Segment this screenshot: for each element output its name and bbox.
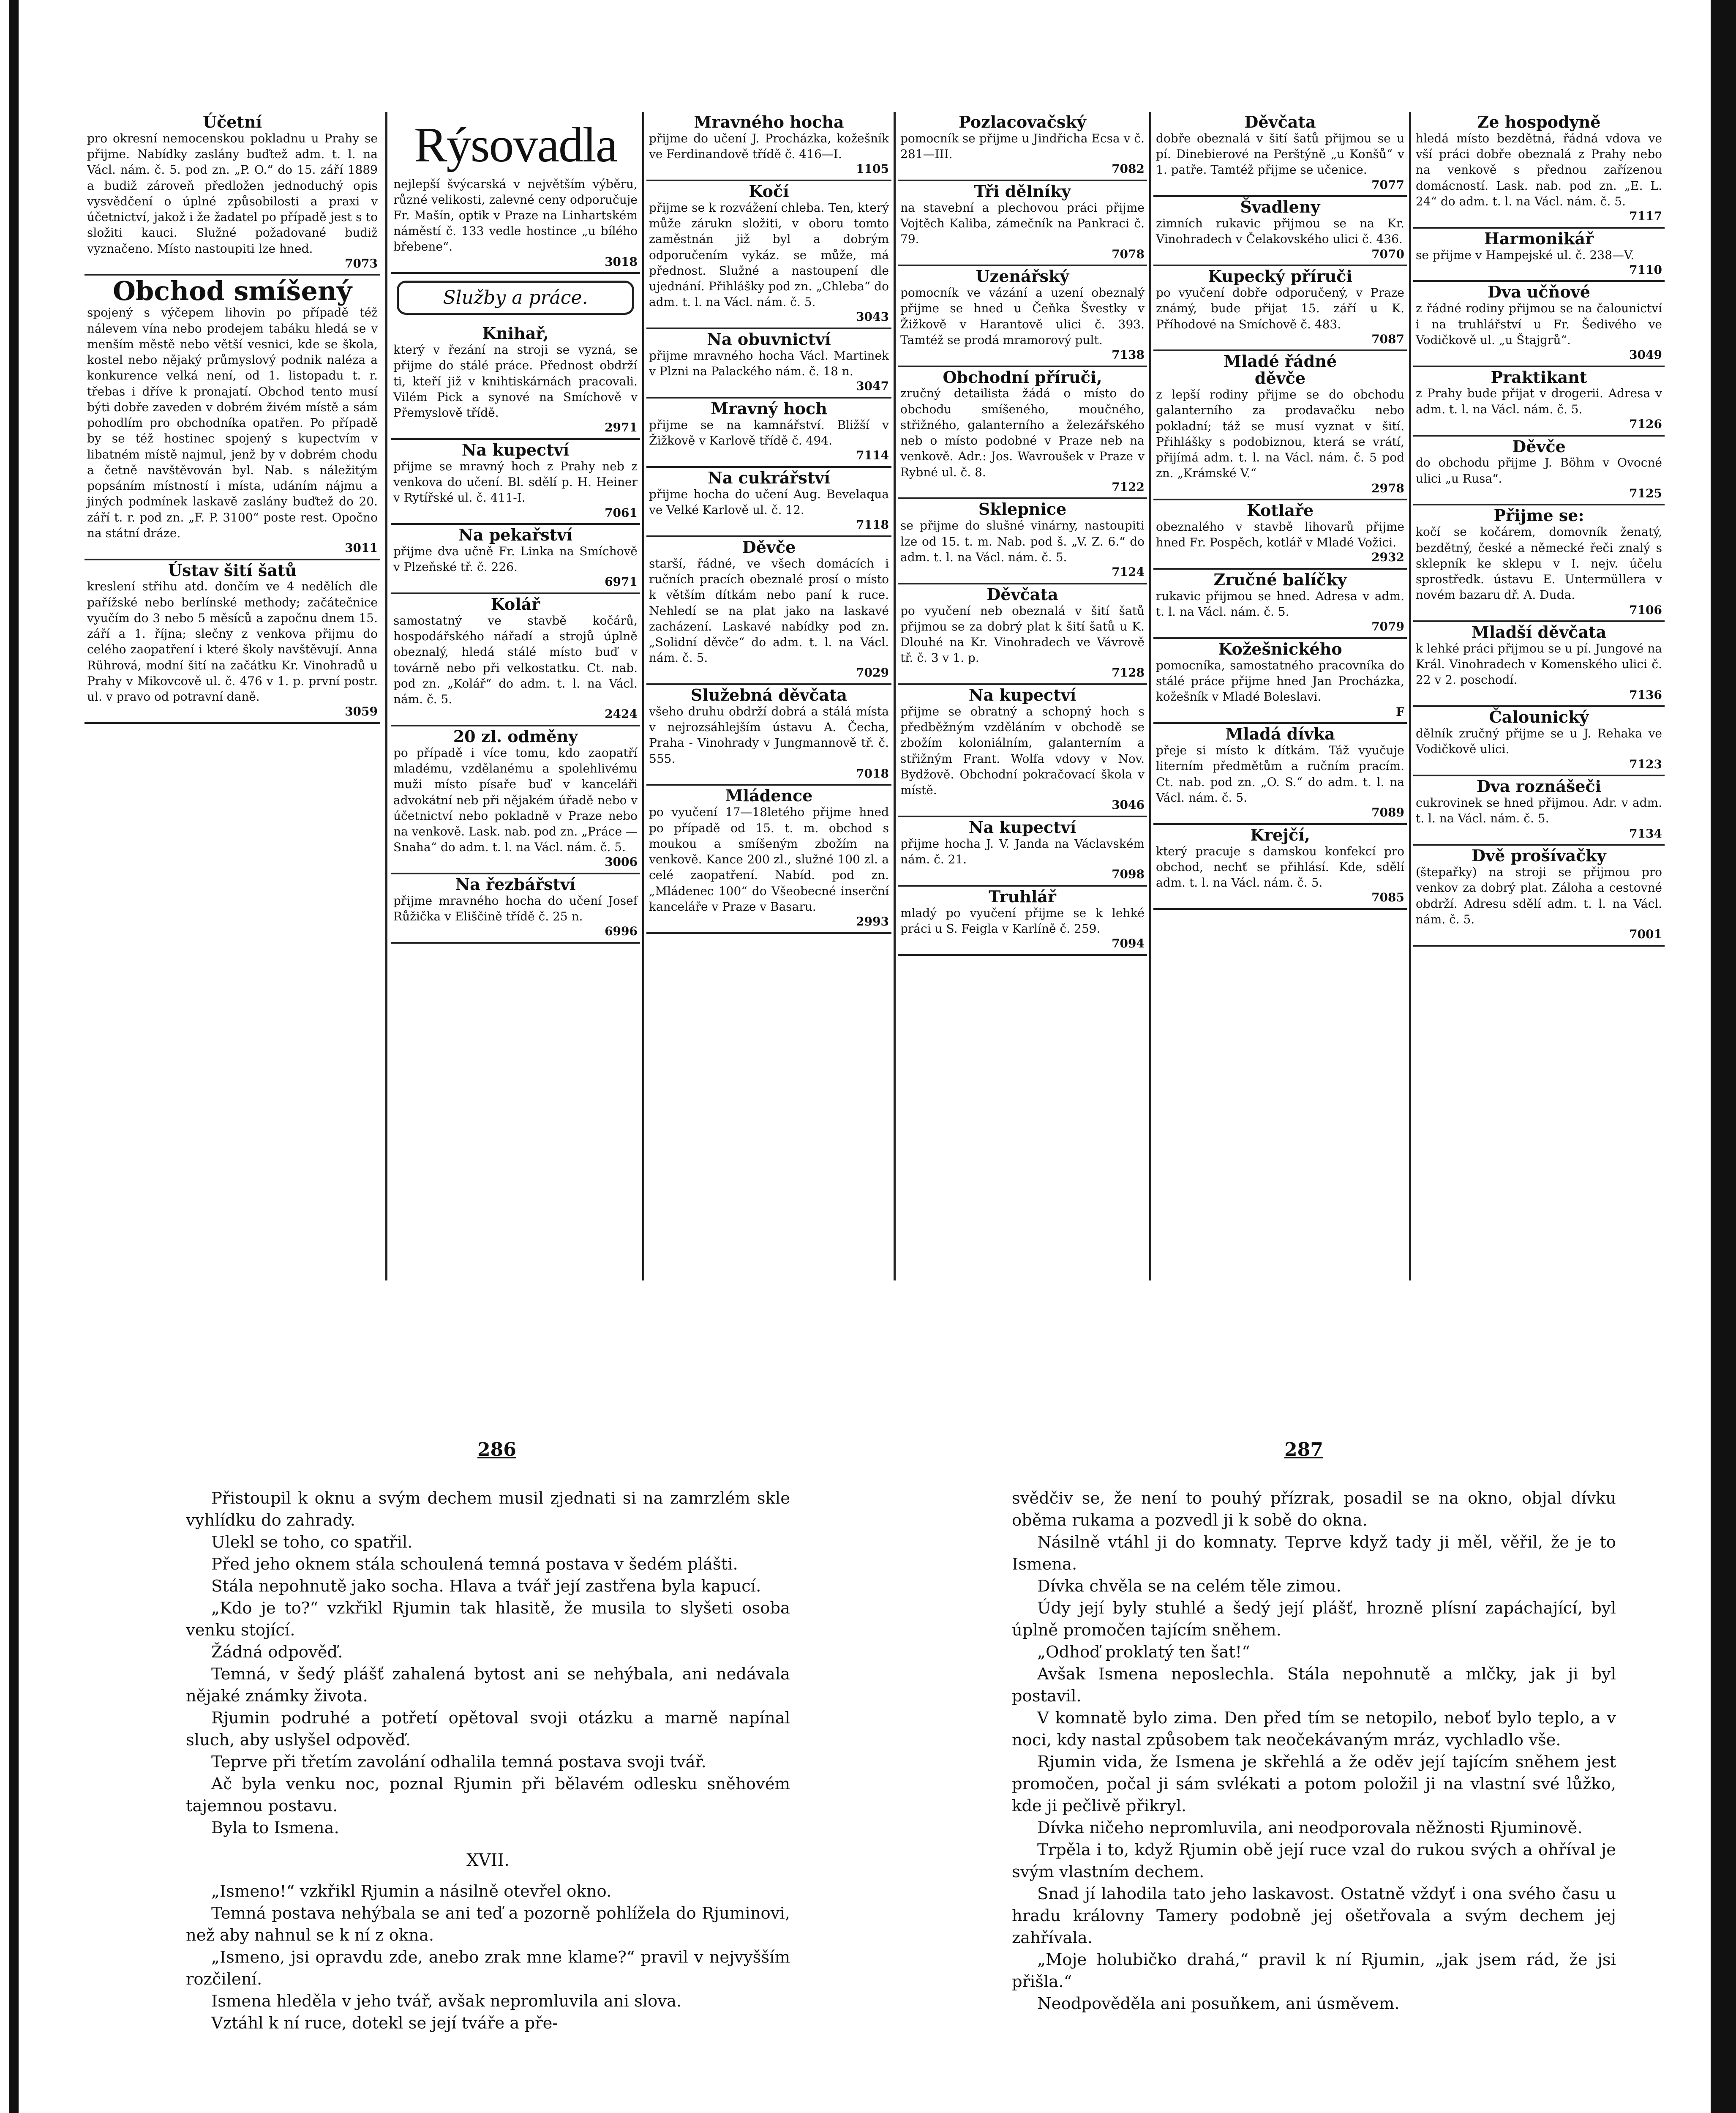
ads-column-6	[1413, 112, 1665, 1280]
ad-number: 3011	[345, 541, 378, 555]
ad-title: Mravný hoch	[711, 399, 827, 418]
ad-entry	[1413, 229, 1665, 282]
ad-title: Na cukrářství	[708, 468, 830, 487]
ad-text: z lepší rodiny přijme se do obchodu galanterního za prodavačku nebo pokladní; táž se musí vyznat v šití. Přihlášky s podobiznou, která se vrátí, přijímá adm. t. l. na Václ. nám. č. 5 pod zn. „Krámské V.“	[1156, 388, 1404, 480]
ad-entry	[1413, 282, 1665, 367]
ad-entry	[646, 181, 891, 329]
scan-border-left	[9, 0, 19, 2113]
ad-entry	[1153, 724, 1407, 824]
story-paragraph: Avšak Ismena neposlechla. Stála nepohnutě a mlčky, jak ji byl postavil.	[1012, 1665, 1616, 1706]
ad-number: 7125	[1629, 486, 1662, 500]
story-paragraph: Ismena hleděla v jeho tvář, avšak nepromluvila ani slova.	[211, 1992, 682, 2011]
ad-text: který pracuje s damskou konfekcí pro obchod, nechť se přihlásí. Kde, sdělí adm. t. l. na Václ. nám. č. 5.	[1156, 844, 1404, 890]
ad-number: 7128	[1112, 666, 1145, 680]
ad-title: Dva učňové	[1488, 282, 1590, 302]
ad-entry	[391, 112, 640, 274]
column-divider	[894, 112, 896, 1280]
ad-number: 7085	[1371, 890, 1404, 905]
ad-title: Na kupectví	[461, 440, 570, 459]
ad-number: 3046	[1112, 798, 1145, 812]
ad-title: Mravného hocha	[694, 112, 844, 131]
column-divider	[642, 112, 644, 1280]
ad-text: přijme dva učně Fr. Linka na Smíchově v Plzeňské tř. č. 226.	[393, 544, 638, 574]
scan-border-right	[1711, 0, 1736, 2113]
ad-text: pro okresní nemocenskou pokladnu u Prahy se přijme. Nabídky zaslány buďtež adm. t. l. na Václ. nám. č. 5. pod zn. „P. O.“ do 15. září 1889 a budiž zároveň předložen jednoduchý opis vysvědčení o úplné způsobilosti a praxi v účetnictví, jakož i že žadatel po případě jest s to složiti kauci. Služné požadované budiž vyznačeno. Místo nastoupiti lze hned.	[87, 131, 378, 256]
ad-entry	[84, 112, 380, 276]
ad-number: 7078	[1112, 247, 1145, 261]
ad-number: 7073	[345, 256, 378, 270]
ad-title: Kotlaře	[1246, 501, 1314, 520]
story-paragraph: Ulekl se toho, co spatřil.	[211, 1533, 413, 1552]
ad-text: na stavební a plechovou práci přijme Vojtěch Kaliba, zámečník na Pankraci č. 79.	[900, 200, 1145, 246]
story-paragraph: Neodpověděla ani posuňkem, ani úsměvem.	[1037, 1994, 1400, 2013]
ad-title: Mladší děvčata	[1471, 622, 1607, 642]
ad-number: 3018	[605, 254, 638, 269]
ad-entry	[391, 525, 640, 594]
classified-ads	[84, 112, 1665, 1280]
ad-entry	[898, 887, 1147, 956]
ad-text: rukavic přijmou se hned. Adresa v adm. t. l. na Václ. nám. č. 5.	[1156, 589, 1404, 619]
ad-entry	[646, 685, 891, 786]
story-paragraph: Dívka ničeho nepromluvila, ani neodporovala něžnosti Rjuminově.	[1037, 1818, 1583, 1837]
ad-title: Obchod smíšený	[113, 276, 352, 307]
ad-number: 2978	[1371, 481, 1404, 495]
ad-text: přijme hocha do učení Aug. Bevelaqua ve Velké Karlově ul. č. 12.	[649, 487, 889, 517]
ad-title: Rýsovadla	[414, 117, 617, 172]
ad-number: 2932	[1371, 550, 1404, 565]
ad-title: Uzenářský	[976, 267, 1069, 286]
story-paragraph: Dívka chvěla se na celém těle zimou.	[1037, 1577, 1341, 1596]
ad-text: který v řezání na stroji se vyzná, se přijme do stálé práce. Přednost obdrží ti, kteří již v knihtiskárnách pracovali. Vilém Pick a synové na Smíchově v Přemyslově třídě.	[393, 343, 638, 420]
ad-entry	[1153, 500, 1407, 570]
ad-number: F	[1396, 704, 1404, 719]
ad-entry	[1153, 197, 1407, 266]
ad-entry	[391, 440, 640, 525]
story-paragraph: Násilně vtáhl ji do komnaty. Teprve když tady ji měl, věřil, že je to Ismena.	[1012, 1533, 1616, 1574]
ad-number: 7070	[1371, 247, 1404, 261]
ad-entry	[391, 874, 640, 944]
ad-text: pomocníka, samostatného pracovníka do stálé práce přijme hned Jan Procházka, kožešník v Mladé Boleslavi.	[1156, 658, 1404, 704]
ad-text: po vyučení 17—18letého přijme hned po případě od 15. t. m. obchod s moukou a smíšeným zbožím na venkově. Kance 200 zl., služné 100 zl. a celé zaopatření. Nabíd. pod zn. „Mládenec 100“ do Všeobecné inserční kanceláře v Praze v Basaru.	[649, 805, 889, 914]
ad-text: všeho druhu obdrží dobrá a stálá místa v nejrozsáhlejším ústavu A. Čecha, Praha - Vinohrady v Jungmannově tř. č. 555.	[649, 704, 889, 766]
ad-text: pomocník se přijme u Jindřicha Ecsa v č. 281—III.	[900, 131, 1145, 161]
ad-entry	[391, 594, 640, 726]
ad-title: Kočí	[749, 181, 789, 201]
ad-entry	[898, 181, 1147, 266]
ad-text: přijme se obratný a schopný hoch s předběžným vzděláním v obchodě se zbožím koloniálním, galanterním a střižným Frant. Wolfa vdovy v Nov. Bydžově. Obchodní pokračovací škola v místě.	[900, 704, 1145, 797]
ad-entry	[898, 112, 1147, 181]
ad-number: 3043	[856, 310, 889, 324]
ad-text: přijme se na kamnářství. Bližší v Žižkově v Karlově třídě č. 494.	[649, 418, 889, 448]
story-paragraph: Byla to Ismena.	[211, 1818, 339, 1837]
story-right-column	[1012, 1488, 1616, 2015]
story-paragraph: Teprve při třetím zavolání odhalila temná postava svoji tvář.	[211, 1753, 707, 1772]
ad-entry	[898, 817, 1147, 887]
ad-text: nejlepší švýcarská v největším výběru, různé velikosti, zalevné ceny odporučuje Fr. Mašín, optik v Praze na Linhartském náměstí č. 133 vedle hostince „u bílého břebene“.	[393, 177, 638, 254]
ad-text: po vyučení dobře odporučený, v Praze známý, bude přijat 15. září u K. Příhodové na Smíchově č. 483.	[1156, 286, 1404, 331]
ad-title: Kolář	[491, 595, 540, 614]
story-left-column	[186, 1488, 790, 2034]
page-number-right: 287	[1284, 1439, 1323, 1461]
ad-entry	[1153, 825, 1407, 910]
ad-text: přijme mravného hocha do učení Josef Růžička v Eliščině třídě č. 25 n.	[393, 893, 638, 924]
ad-entry	[1153, 112, 1407, 197]
story-paragraph: „Kdo je to?“ vzkřikl Rjumin tak hlasitě, že musila to slyšeti osoba venku stojící.	[186, 1599, 790, 1640]
ads-column-5	[1153, 112, 1407, 1280]
ad-text: spojený s výčepem lihovin po případě též nálevem vína nebo prodejem tabáku hledá se v menším městě nebo větší vesnici, kde se škola, kostel nebo nějaký průmyslový podnik naléza a konkurence velká není, od 1. listopadu t. r. třebas i dříve k pronajatí. Obchod tento musí býti dobře zaveden v dobrém živém místě a sám pohodlím pro obchodníka opatřen. Po případě by se též hostinec spojený s kupectvím v libatném místě najmul, jenž by v dobrém chodu a četně navštěvován byl. Nab. s náležitým popsáním místností i místa, udáním nájmu a jiných podmínek laskavě zaslány buďtež do 20. září t. r. pod zn. „F. P. 3100“ poste rest. Opočno na státní dráze.	[87, 306, 378, 540]
story-paragraph: Stála nepohnutě jako socha. Hlava a tvář její zastřena byla kapucí.	[211, 1577, 761, 1596]
ad-text: dobře obeznalá v šití šatů přijmou se u pí. Dinebierové na Perštýně „u Konšů“ v 1. patře. Tamtéž přijme se učenice.	[1156, 131, 1404, 177]
ad-title: Sklepnice	[978, 500, 1067, 519]
ad-entry	[898, 367, 1147, 500]
ads-column-1	[84, 112, 380, 1280]
chapter-heading: XVII.	[466, 1851, 510, 1870]
ad-title: Přijme se:	[1493, 506, 1584, 525]
ad-title: Na kupectví	[968, 817, 1076, 837]
ad-entry	[646, 112, 891, 181]
ad-entry	[391, 726, 640, 874]
ad-number: 3049	[1629, 347, 1662, 362]
ad-text: se přijme do slušné vinárny, nastoupiti lze od 15. t. m. Nab. pod š. „V. Z. 6.“ do adm. t. l. na Václ. nám. č. 5.	[900, 519, 1145, 564]
ad-text: k lehké práci přijmou se u pí. Jungové na Král. Vinohradech v Komenského ulici č. 22 v 2. poschodí.	[1416, 642, 1662, 687]
ad-number: 7079	[1371, 620, 1404, 634]
ad-number: 7126	[1629, 417, 1662, 431]
ad-title: Děvče	[742, 537, 796, 557]
ads-column-3	[646, 112, 891, 1280]
ad-text: přijme hocha J. V. Janda na Václavském nám. č. 21.	[900, 836, 1145, 867]
ad-text: hledá místo bezdětná, řádná vdova ve vší práci dobře obeznalá z Prahy nebo na venkově s přednou zařízenou domácností. Lask. nab. pod zn. „E. L. 24“ do adm. t. l. na Václ. nám. č. 5.	[1416, 131, 1662, 208]
ad-number: 7136	[1629, 688, 1662, 702]
ad-title: Na obuvnictví	[707, 330, 831, 349]
ad-number: 7118	[856, 518, 889, 532]
ad-text: po vyučení neb obeznalá v šití šatů přijmou se za dobrý plat k šití šatů u K. Dlouhé na Kr. Vinohradech ve Vávrově tř. č. 3 v 1. p.	[900, 603, 1145, 665]
ad-title: Krejčí,	[1250, 825, 1310, 844]
ad-entry	[1413, 505, 1665, 622]
ad-number: 6971	[605, 575, 638, 589]
ad-text: kreslení střihu atd. dončím ve 4 nedělích dle pařížské nebo berlínské methody; začátečnice vyučím do 3 nebo 5 měsíců a započnu dnem 15. září a 1. října; slečny z venkova přijmu do celého zaopatření i které školy navštěvují. Anna Rührová, modní šití na začátku Kr. Vinohradů u Prahy v Mikovcově ul. č. 476 v 1. p. první postr. ul. v pravo od potravní daně.	[87, 579, 378, 704]
ad-number: 7123	[1629, 757, 1662, 771]
section-heading: Služby a práce.	[397, 281, 634, 315]
ad-number: 7018	[856, 766, 889, 781]
story-paragraph: Rjumin vida, že Ismena je skřehlá a že oděv její tajícím sněhem jest promočen, počal ji sám svlékati a potom položil ji na vlastní své lůžko, kde ji pečlivě přikryl.	[1012, 1753, 1616, 1815]
ad-title: Harmonikář	[1484, 229, 1594, 248]
ad-title: Ústav šití šatů	[168, 560, 297, 580]
ad-number: 2971	[605, 420, 638, 435]
ad-title: Služebná děvčata	[690, 685, 848, 705]
page-number-left: 286	[477, 1439, 516, 1461]
ad-title: Na řezbářství	[455, 875, 576, 894]
ad-text: (štepařky) na stroji se přijmou pro venkov za dobrý plat. Záloha a cestovné obdrží. Adresu sdělí adm. t. l. na Václ. nám. č. 5.	[1416, 865, 1662, 926]
ad-title: Zručné balíčky	[1213, 570, 1347, 590]
ad-entry	[898, 685, 1147, 817]
ad-number: 7094	[1112, 936, 1145, 951]
ad-entry	[646, 329, 891, 399]
ad-title: Obchodní příruči,	[943, 367, 1102, 387]
ad-number: 7001	[1629, 927, 1662, 942]
ad-title: Na kupectví	[968, 685, 1076, 705]
ad-entry	[1153, 639, 1407, 724]
ad-text: obeznalého v stavbě lihovarů přijme hned Fr. Pospěch, kotlář v Mladé Vožici.	[1156, 520, 1404, 550]
ad-entry	[1413, 367, 1665, 437]
ad-text: samostatný ve stavbě kočárů, hospodářského nářadí a strojů úplně obeznalý, hledá stálé místo buď v továrně nebo při velkostatku. Ct. nab. pod zn. „Kolář“ do adm. t. l. na Václ. nám. č. 5.	[393, 613, 638, 707]
ad-number: 6996	[605, 924, 638, 939]
ad-title: Děvče	[1512, 437, 1566, 456]
column-divider	[1409, 112, 1411, 1280]
ad-title: Pozlacovačský	[959, 112, 1086, 131]
ad-title: Ze hospodyně	[1477, 112, 1601, 131]
ad-title: 20 zl. odměny	[453, 726, 578, 746]
ad-text: z řádné rodiny přijmou se na čalounictví i na truhlářství u Fr. Šedivého ve Vodičkově ul. „u Štajgrů“.	[1416, 301, 1662, 347]
ad-entry	[1153, 351, 1407, 500]
ad-number: 7110	[1629, 262, 1662, 277]
story-paragraph: svědčiv se, že není to pouhý přízrak, posadil se na okno, objal dívku oběma rukama a pozvedl ji k sobě do okna.	[1012, 1489, 1616, 1530]
ad-entry	[391, 274, 640, 323]
ad-title: Dvě prošívačky	[1472, 846, 1606, 865]
story-paragraph: Trpěla i to, když Rjumin obě její ruce vzal do rukou svých a ohříval je svým vlastním dechem.	[1012, 1840, 1616, 1881]
ad-title: Děvčata	[1244, 112, 1316, 131]
ad-number: 3059	[345, 704, 378, 719]
ad-entry	[391, 323, 640, 440]
ad-title: Mládence	[725, 786, 813, 805]
ad-text: přijme mravného hocha Václ. Martinek v Plzni na Palackého nám. č. 18 n.	[649, 348, 889, 379]
ad-title: Praktikant	[1491, 367, 1587, 387]
ad-title: Dva roznášeči	[1476, 777, 1602, 796]
story-paragraph: Před jeho oknem stála schoulená temná postava v šedém plášti.	[211, 1555, 738, 1574]
ad-title: Na pekařství	[458, 525, 572, 545]
ad-number: 3047	[856, 379, 889, 393]
ads-column-2	[391, 112, 640, 1280]
ad-title: Švadleny	[1240, 197, 1320, 217]
ad-title: Knihař,	[482, 324, 549, 343]
ad-title: Účetní	[202, 112, 262, 131]
story-paragraph: V komnatě bylo zima. Den před tím se netopilo, neboť bylo teplo, a v noci, kdy nastal způsobem tak neočekávaným mráz, vychladlo vše.	[1012, 1709, 1616, 1750]
ad-entry	[84, 560, 380, 724]
ad-number: 7138	[1112, 347, 1145, 362]
story-paragraph: Ač byla venku noc, poznal Rjumin při bělavém odlesku sněhovém tajemnou postavu.	[186, 1774, 790, 1815]
ad-title: Kupecký příruči	[1208, 267, 1352, 286]
story-paragraph: Přistoupil k oknu a svým dechem musil zjednati si na zamrzlém skle vyhlídku do zahrady.	[186, 1489, 790, 1530]
ad-entry	[898, 499, 1147, 584]
ad-text: přijme se k rozvážení chleba. Ten, který může zárukn složiti, v oboru tomto zaměstnán již byl a dobrým odporučením vykáz. se může, má přednost. Služné a nastoupení dle ujednání. Přihlášky pod zn. „Chleba“ do adm. t. l. na Václ. nám. č. 5.	[649, 200, 889, 309]
ad-text: přijme se mravný hoch z Prahy neb z venkova do učení. Bl. sdělí p. H. Heiner v Rytířské ul. č. 411-I.	[393, 459, 638, 505]
ad-title: Čalounický	[1489, 707, 1589, 727]
ad-entry	[1413, 622, 1665, 707]
ad-text: do obchodu přijme J. Böhm v Ovocné ulici „u Rusa“.	[1416, 456, 1662, 486]
ad-number: 7082	[1112, 162, 1145, 176]
ad-number: 2424	[605, 707, 638, 721]
ad-entry	[646, 537, 891, 685]
ad-number: 7134	[1629, 826, 1662, 841]
ad-number: 7117	[1629, 209, 1662, 224]
ad-title: Mladé řádné	[1223, 352, 1337, 371]
story-paragraph: Snad jí lahodila tato jeho laskavost. Ostatně vždyť i ona svého času u hradu královny Tamery podobně jej ošetřovala a svým dechem jej zahřívala.	[1012, 1884, 1616, 1947]
ad-text: starší, řádné, ve všech domácích i ručních pracích obeznalé prosí o místo k větším dítkám nebo paní k ruce. Nehledí se na plat jako na laskavé zacházení. Laskavé nabídky pod zn. „Solidní děvče“ do adm. t. l. na Václ. nám. č. 5.	[649, 556, 889, 665]
ad-text: zručný detailista žádá o místo do obchodu smíšeného, moučného, střižného, galanterního a železářského neb o místo podobné v Praze neb na venkově. Adr.: Jos. Wavroušek v Praze v Rybné ul. č. 8.	[900, 386, 1145, 479]
ad-number: 7087	[1371, 332, 1404, 346]
ad-subtitle: děvče	[1254, 369, 1306, 388]
story-paragraph: „Odhoď proklatý ten šat!“	[1037, 1643, 1250, 1662]
ad-entry	[898, 266, 1147, 367]
ad-text: se přijme v Hampejské ul. č. 238—V.	[1416, 248, 1635, 262]
ad-text: pomocník ve vázání a uzení obeznalý přijme se hned u Čeňka Švestky v Žižkově v Harantově ulici č. 393. Tamtéž se prodá mramorový pult.	[900, 286, 1145, 347]
ad-entry	[646, 399, 891, 468]
ad-entry	[1413, 112, 1665, 229]
ad-text: dělník zručný přijme se u J. Rehaka ve Vodičkově ulici.	[1416, 726, 1662, 756]
ad-number: 7061	[605, 505, 638, 520]
ad-number: 7122	[1112, 480, 1145, 494]
ad-entry	[1413, 846, 1665, 946]
ad-number: 3006	[605, 855, 638, 869]
ad-entry	[1153, 570, 1407, 639]
ad-text: zimních rukavic přijmou se na Kr. Vinohradech v Čelakovského ulici č. 436.	[1156, 216, 1404, 246]
story-paragraph: Temná postava nehýbala se ani teď a pozorně pohlížela do Rjuminovi, než aby nahnul se k ní z okna.	[186, 1904, 790, 1945]
ad-entry	[646, 786, 891, 934]
ad-entry	[1413, 776, 1665, 846]
story-paragraph: „Ismeno!“ vzkřikl Rjumin a násilně otevřel okno.	[211, 1882, 612, 1901]
story-paragraph: „Ismeno, jsi opravdu zde, anebo zrak mne klame?“ pravil v nejvyšším rozčilení.	[186, 1948, 790, 1989]
ad-text: přijme do učení J. Procházka, kožešník ve Ferdinandově třídě č. 416—I.	[649, 131, 889, 161]
ad-entry	[898, 584, 1147, 685]
column-divider	[1149, 112, 1151, 1280]
ad-number: 7089	[1371, 805, 1404, 820]
story-paragraph: Údy její byly stuhlé a šedý její plášť, hrozně plísní zapáchající, byl úplně promočen tajícím sněhem.	[1012, 1599, 1616, 1640]
story-paragraph: „Moje holubičko drahá,“ pravil k ní Rjumin, „jak jsem rád, že jsi přišla.“	[1012, 1950, 1616, 1991]
ad-text: po případě i více tomu, kdo zaopatří mladému, vzdělanému a spolehlivému muži místo písaře buď v kanceláři advokátní neb při nějakém úřadě nebo v účetnictví nebo pokladně v Praze nebo na venkově. Lask. nab. pod zn. „Práce — Snaha“ do adm. t. l. na Václ. nám. č. 5.	[393, 745, 638, 854]
story-paragraph: Vztáhl k ní ruce, dotekl se její tváře a pře-	[211, 2014, 558, 2033]
ad-number: 7029	[856, 666, 889, 680]
ad-number: 7098	[1112, 867, 1145, 882]
ad-title: Tři dělníky	[974, 181, 1071, 201]
ad-entry	[1153, 266, 1407, 351]
story-paragraph: Žádná odpověď.	[211, 1643, 343, 1662]
ads-column-4	[898, 112, 1147, 1280]
ad-text: cukrovinek se hned přijmou. Adr. v adm. t. l. na Václ. nám. č. 5.	[1416, 796, 1662, 826]
ad-number: 7106	[1629, 603, 1662, 617]
ad-number: 7114	[856, 448, 889, 463]
ad-number: 7124	[1112, 565, 1145, 579]
ad-entry	[84, 276, 380, 560]
ad-text: kočí se kočárem, domovník ženatý, bezdětný, české a německé řeči znalý s sklepník ke sklepu v I. nejv. účelu sprostředk. ústavu E. Untermüllera v novém bazaru dř. A. Duda.	[1416, 525, 1662, 602]
ad-entry	[646, 468, 891, 537]
story-paragraph: Temná, v šedý plášť zahalená bytost ani se nehýbala, ani nedávala nějaké známky života.	[186, 1665, 790, 1706]
ad-entry	[1413, 707, 1665, 776]
ad-title: Mladá dívka	[1225, 724, 1335, 744]
ad-text: z Prahy bude přijat v drogerii. Adresa v adm. t. l. na Václ. nám. č. 5.	[1416, 386, 1662, 416]
ad-number: 7077	[1371, 177, 1404, 192]
ad-number: 2993	[856, 915, 889, 929]
ad-title: Truhlář	[989, 887, 1056, 906]
ad-text: mladý po vyučení přijme se k lehké práci u S. Feigla v Karlíně č. 259.	[900, 906, 1145, 936]
story-paragraph: Rjumin podruhé a potřetí opětoval svoji otázku a marně napínal sluch, aby uslyšel odpověď.	[186, 1709, 790, 1750]
column-divider	[385, 112, 387, 1280]
ad-title: Děvčata	[987, 584, 1058, 604]
ad-text: přeje si místo k dítkám. Táž vyučuje literním předmětům a ručním pracím. Ct. nab. pod zn. „O. S.“ do adm. t. l. na Václ. nám. č. 5.	[1156, 743, 1404, 805]
ad-entry	[1413, 437, 1665, 506]
ad-number: 1105	[856, 162, 889, 176]
ad-title: Kožešnického	[1218, 639, 1342, 659]
